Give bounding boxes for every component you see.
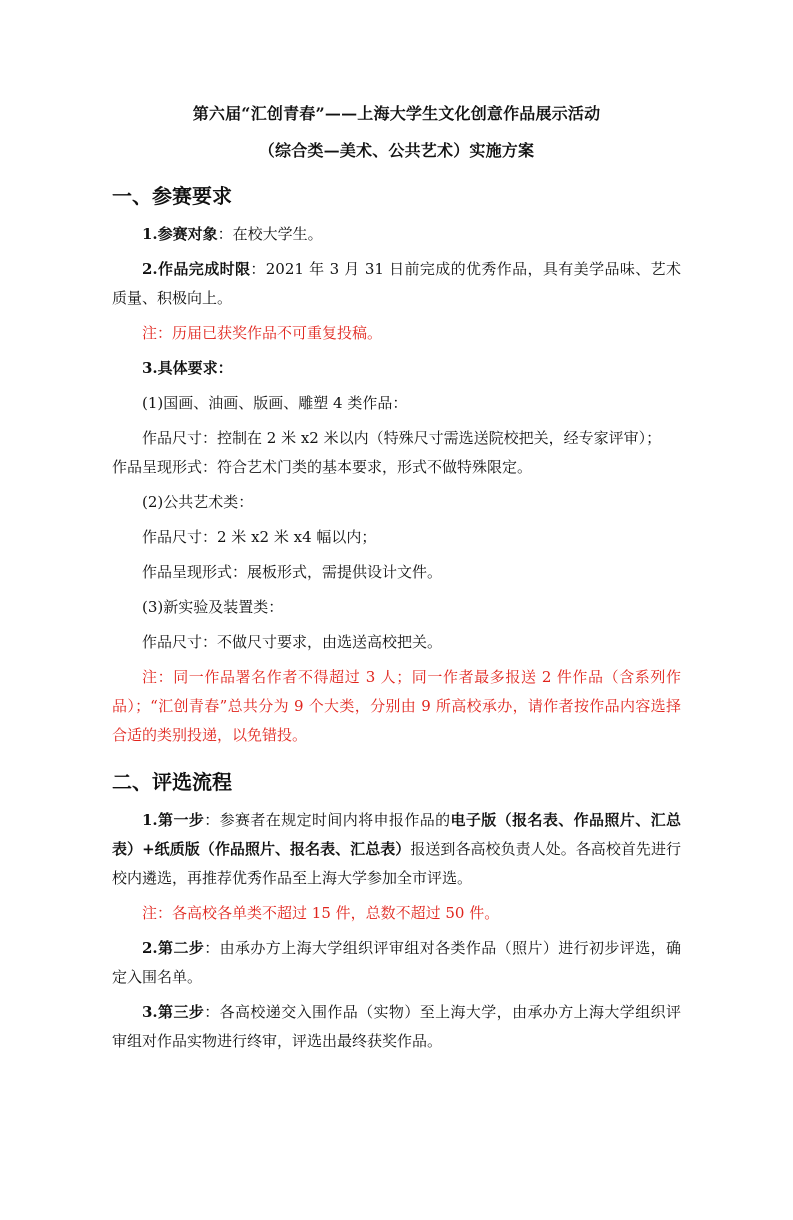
category-1-form: 作品呈现形式：符合艺术门类的基本要求，形式不做特殊限定。: [112, 458, 533, 476]
process-step-1-text-a: ：参赛者在规定时间内将申报作品的: [204, 811, 451, 829]
category-1-size: 作品尺寸：控制在 2 米 x2 米以内（特殊尺寸需选送院校把关，经专家评审）；: [142, 429, 662, 447]
requirement-deadline-text: ：2021 年 3 月 31 日前完成的优秀作品，具有美学品味、艺术质量、积极向上。: [112, 260, 681, 307]
process-step-3-label: 3.第三步: [142, 1003, 205, 1021]
document-title-line-2: （综合类—美术、公共艺术）实施方案: [258, 141, 535, 160]
process-step-1-text-b: 报送到各高校负责人处。各高校首先进行校内遴选，再推荐优秀作品至上海大学参加全市评选。: [112, 840, 681, 887]
document-title-line-1: 第六届“汇创青春”——上海大学生文化创意作品展示活动: [192, 104, 601, 123]
process-step-1-label: 1.第一步: [142, 811, 205, 829]
document-page: [0, 98, 793, 1220]
note-submission-quota: 注：各高校各单类不超过 15 件，总数不超过 50 件。: [142, 904, 500, 922]
requirement-specific-label: 3.具体要求：: [142, 359, 233, 377]
note-no-repeat-submission: 注：历届已获奖作品不可重复投稿。: [142, 324, 383, 342]
requirement-deadline: [112, 255, 681, 313]
category-1-title: (1)国画、油画、版画、雕塑 4 类作品：: [142, 394, 408, 412]
process-step-1-materials: 电子版（报名表、作品照片、汇总表）+纸质版（作品照片、报名表、汇总表）: [112, 811, 681, 858]
category-3-title: (3)新实验及装置类：: [142, 598, 284, 616]
category-2-form: 作品呈现形式：展板形式，需提供设计文件。: [142, 563, 443, 581]
process-step-3-text: ：各高校递交入围作品（实物）至上海大学，由承办方上海大学组织评审组对作品实物进行终审，评选出最终获奖作品。: [112, 1003, 681, 1050]
category-3-size: 作品尺寸：不做尺寸要求，由选送高校把关。: [142, 633, 443, 651]
note-author-limits: 注：同一作品署名作者不得超过 3 人；同一作者最多报送 2 件作品（含系列作品）；“汇创青春”总共分为 9 个大类，分别由 9 所高校承办，请作者按作品内容选择合适的类别投递，以免错投。: [112, 668, 681, 744]
process-step-1: [112, 806, 681, 893]
process-step-2-text: ：由承办方上海大学组织评审组对各类作品（照片）进行初步评选，确定入围名单。: [112, 939, 681, 986]
process-step-2: [112, 934, 681, 992]
requirement-participants-label: 1.参赛对象: [142, 225, 218, 243]
section-heading-process: 二、评选流程: [112, 770, 232, 794]
category-2-size: 作品尺寸：2 米 x2 米 x4 幅以内；: [142, 528, 377, 546]
process-step-3: [112, 998, 681, 1056]
requirement-deadline-label: 2.作品完成时限: [142, 260, 251, 278]
process-step-2-label: 2.第二步: [142, 939, 205, 957]
requirement-participants-text: ：在校大学生。: [217, 225, 323, 243]
category-2-title: (2)公共艺术类：: [142, 493, 254, 511]
requirement-participants: [112, 220, 681, 249]
section-heading-requirements: 一、参赛要求: [112, 184, 232, 208]
